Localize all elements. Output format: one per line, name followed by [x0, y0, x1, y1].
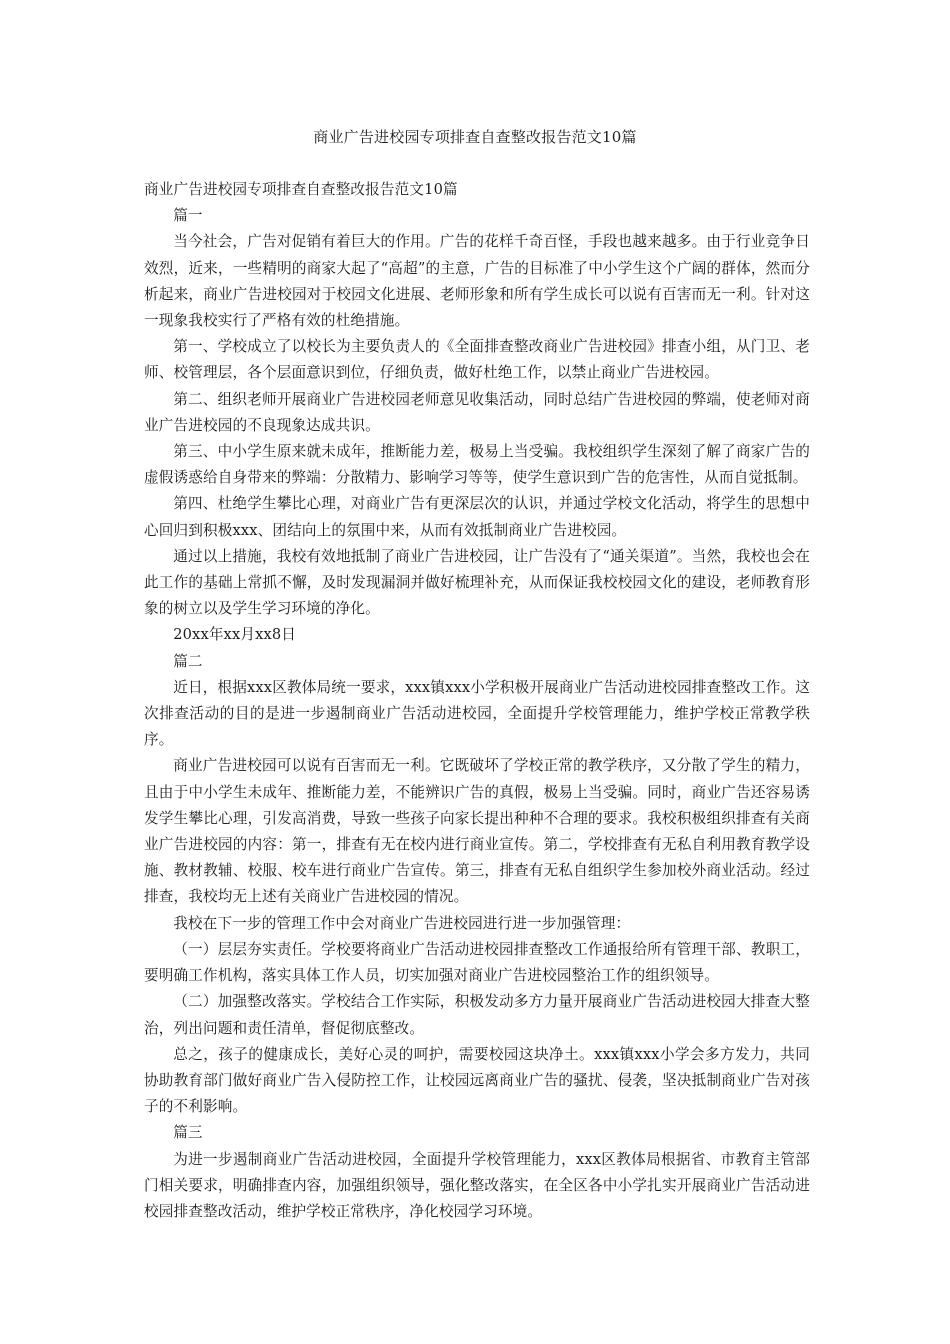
paragraph: （二）加强整改落实。学校结合工作实际，积极发动多方力量开展商业广告活动进校园大排查大整治，列出问题和责任清单，督促彻底整改。: [144, 993, 810, 1037]
paragraph: 篇一: [173, 207, 203, 225]
paragraph: 总之，孩子的健康成长，美好心灵的呵护，需要校园这块净土。xxx镇xxx小学会多方发力，共同协助教育部门做好商业广告入侵防控工作，让校园远离商业广告的骚扰、侵袭，坚决抵制商业广告对孩子的不利影响。: [144, 1045, 810, 1116]
paragraph: 20xx年xx月xx8日: [173, 626, 297, 644]
paragraph: 第四、杜绝学生攀比心理，对商业广告有更深层次的认识，并通过学校文化活动，将学生的思想中心回归到积极xxx、团结向上的氛围中来，从而有效抵制商业广告进校园。: [144, 495, 810, 539]
paragraph: 第一、学校成立了以校长为主要负责人的《全面排查整改商业广告进校园》排查小组，从门卫、老师、校管理层，各个层面意识到位，仔细负责，做好杜绝工作，以禁止商业广告进校园。: [144, 338, 810, 382]
paragraph: 第二、组织老师开展商业广告进校园老师意见收集活动，同时总结广告进校园的弊端，使老师对商业广告进校园的不良现象达成共识。: [144, 390, 810, 434]
paragraph: 我校在下一步的管理工作中会对商业广告进校园进行进一步加强管理：: [173, 914, 631, 932]
paragraph: 近日，根据xxx区教体局统一要求，xxx镇xxx小学积极开展商业广告活动进校园排查整改工作。这次排查活动的目的是进一步遏制商业广告活动进校园，全面提升学校管理能力，维护学校正常教学秩序。: [144, 678, 810, 749]
paragraph: （一）层层夯实责任。学校要将商业广告活动进校园排查整改工作通报给所有管理干部、教职工，要明确工作机构，落实具体工作人员，切实加强对商业广告进校园整治工作的组织领导。: [144, 940, 810, 985]
paragraph: 为进一步遏制商业广告活动进校园，全面提升学校管理能力，xxx区教体局根据省、市教育主管部门相关要求，明确排查内容，加强组织领导，强化整改落实，在全区各中小学扎实开展商业广告活动进校园排查整改活动，维护学校正常秩序，净化校园学习环境。: [144, 1150, 810, 1220]
paragraph: 第三、中小学生原来就未成年，推断能力差，极易上当受骗。我校组织学生深刻了解了商家广告的虚假诱惑给自身带来的弊端：分散精力、影响学习等等，使学生意识到广告的危害性，从而自觉抵制。: [144, 443, 810, 487]
subtitle: 商业广告进校园专项排查自查整改报告范文10篇: [144, 181, 458, 198]
paragraph: 篇二: [173, 652, 203, 670]
paragraph: 当今社会，广告对促销有着巨大的作用。广告的花样千奇百怪，手段也越来越多。由于行业竞争日效烈，近来，一些精明的商家大起了“高超”的主意，广告的目标准了中小学生这个广阔的群体，然而分析起来，商业广告进校园对于校园文化进展、老师形象和所有学生成长可以说有百害而无一利。针对这一现象我校实行了严格有效的杜绝措施。: [144, 233, 810, 330]
paragraph: 通过以上措施，我校有效地抵制了商业广告进校园，让广告没有了“通关渠道”。当然，我校也会在此工作的基础上常抓不懈，及时发现漏洞并做好梳理补充，从而保证我校校园文化的建设，老师教育形象的树立以及学生学习环境的净化。: [144, 547, 810, 618]
paragraph: 商业广告进校园可以说有百害而无一利。它既破坏了学校正常的教学秩序，又分散了学生的精力，且由于中小学生未成年、推断能力差，不能辨识广告的真假，极易上当受骗。同时，商业广告还容易诱发学生攀比心理，引发高消费，导致一些孩子向家长提出种种不合理的要求。我校积极组织排查有关商业广告进校园的内容：第一，排查有无在校内进行商业宣传。第二，学校排查有无私自利用教育教学设施、教材教辅、校服、校车进行商业广告宣传。第三，排查有无私自组织学生参加校外商业活动。经过排查，我校均无上述有关商业广告进校园的情况。: [144, 757, 810, 906]
paragraph: 篇三: [173, 1124, 203, 1142]
document-title: 商业广告进校园专项排查自查整改报告范文10篇: [313, 128, 637, 146]
document-body: [144, 177, 810, 1225]
